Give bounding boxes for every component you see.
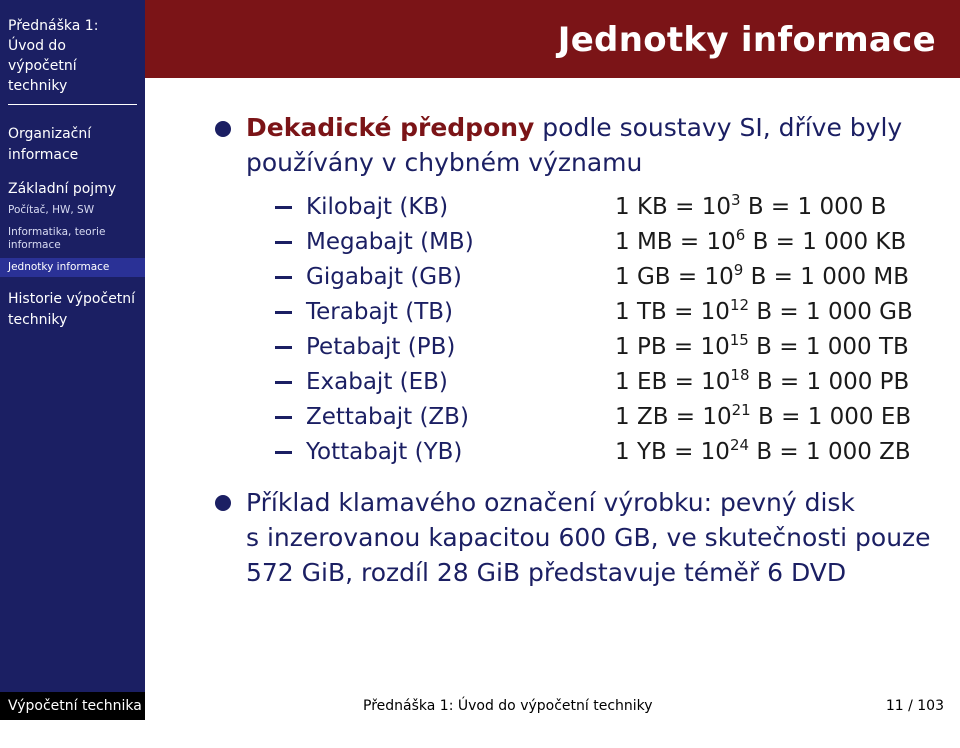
- lecture-title-line: techniky: [8, 78, 68, 94]
- footer-right-area: [145, 692, 960, 720]
- slide-header: [145, 0, 960, 78]
- equation-rhs: B = 1 000 MB: [743, 264, 910, 290]
- slide-title: Jednotky informace: [557, 20, 936, 60]
- list-item: [275, 434, 915, 470]
- unit-name: Petabajt (PB): [306, 334, 456, 360]
- equation-lhs: 1 KB = 10: [615, 194, 731, 220]
- unit-equation: [615, 399, 911, 435]
- list-item: [275, 294, 915, 330]
- unit-equation: [615, 434, 911, 470]
- equation-lhs: 1 MB = 10: [615, 229, 736, 255]
- unit-name: Gigabajt (GB): [306, 264, 462, 290]
- equation-exponent: 12: [729, 296, 750, 314]
- sidebar-item-organizacni-informace[interactable]: Organizační informace: [8, 126, 92, 163]
- dash-icon: [275, 311, 292, 314]
- list-item: [275, 329, 915, 365]
- dash-icon: [275, 451, 292, 454]
- sidebar-section-list: [8, 124, 142, 344]
- dash-icon: [275, 381, 292, 384]
- unit-name: Terabajt (TB): [306, 299, 454, 325]
- dash-icon: [275, 241, 292, 244]
- list-item: [275, 189, 915, 225]
- equation-rhs: B = 1 000 PB: [749, 369, 910, 395]
- unit-name: Kilobajt (KB): [306, 194, 449, 220]
- equation-rhs: B = 1 000 ZB: [749, 439, 911, 465]
- bullet-text-line: Příklad klamavého označení výrobku: pevný disk: [246, 488, 855, 517]
- dash-icon: [275, 206, 292, 209]
- equation-lhs: 1 PB = 10: [615, 334, 730, 360]
- equation-exponent: 24: [729, 436, 750, 454]
- unit-name: Exabajt (EB): [306, 369, 448, 395]
- equation-rhs: B = 1 000 B: [740, 194, 887, 220]
- unit-name: Zettabajt (ZB): [306, 404, 469, 430]
- equation-lhs: 1 TB = 10: [615, 299, 730, 325]
- bullet-text-line: s inzerovanou kapacitou 600 GB, ve skutečnosti pouze: [246, 523, 931, 552]
- equation-exponent: 6: [735, 226, 746, 244]
- footer-course-name[interactable]: Výpočetní technika I: [0, 692, 145, 720]
- list-item: [275, 399, 915, 435]
- bullet-si-prefixes: [246, 110, 902, 180]
- equation-rhs: B = 1 000 GB: [749, 299, 913, 325]
- equation-lhs: 1 ZB = 10: [615, 404, 732, 430]
- bullet-icon: [215, 121, 231, 137]
- sidebar-subsection-list: [8, 204, 142, 277]
- list-item: [275, 364, 915, 400]
- page-number: 11 / 103: [885, 698, 944, 714]
- bullet-misleading-example: [246, 485, 931, 590]
- equation-lhs: 1 EB = 10: [615, 369, 731, 395]
- bullet-text-line: 572 GiB, rozdíl 28 GiB představuje téměř 6 DVD: [246, 558, 847, 587]
- equation-lhs: 1 YB = 10: [615, 439, 730, 465]
- equation-rhs: B = 1 000 TB: [748, 334, 909, 360]
- list-item: [275, 259, 915, 295]
- unit-equation: [615, 329, 909, 365]
- slide-content: [145, 78, 960, 692]
- slide-footer: [0, 692, 960, 742]
- sidebar-subitem-jednotky-informace[interactable]: Jednotky informace: [0, 258, 145, 277]
- highlight-term: Dekadické předpony: [246, 113, 535, 142]
- equation-exponent: 9: [733, 261, 744, 279]
- lecture-title-line: Úvod do výpočetní: [8, 38, 77, 74]
- sidebar-item-historie-vypocetni-techniky[interactable]: Historie výpočetní techniky: [8, 291, 136, 328]
- sidebar-item-zakladni-pojmy[interactable]: Základní pojmy: [8, 181, 117, 197]
- footer-lecture-name[interactable]: Přednáška 1: Úvod do výpočetní techniky: [363, 698, 653, 714]
- unit-equation: [615, 189, 886, 225]
- dash-icon: [275, 416, 292, 419]
- unit-equation: [615, 224, 906, 260]
- equation-exponent: 3: [730, 191, 741, 209]
- dash-icon: [275, 346, 292, 349]
- unit-equation: [615, 364, 909, 400]
- unit-equation: [615, 259, 909, 295]
- bullet-icon: [215, 495, 231, 511]
- sidebar-navigation: [0, 0, 145, 692]
- lecture-title-line: Přednáška 1:: [8, 18, 99, 34]
- equation-exponent: 21: [731, 401, 751, 419]
- equation-rhs: B = 1 000 EB: [750, 404, 912, 430]
- unit-equation: [615, 294, 913, 330]
- equation-lhs: 1 GB = 10: [615, 264, 734, 290]
- equation-rhs: B = 1 000 KB: [745, 229, 907, 255]
- unit-name: Yottabajt (YB): [306, 439, 463, 465]
- sidebar-subitem-informatika[interactable]: Informatika, teorie informace: [8, 226, 106, 251]
- sidebar-lecture-title[interactable]: [0, 0, 145, 96]
- sidebar-divider: [8, 104, 137, 105]
- equation-exponent: 18: [730, 366, 750, 384]
- bullet-text-line2: používány v chybném významu: [246, 148, 643, 177]
- unit-name: Megabajt (MB): [306, 229, 474, 255]
- bullet-text-rest: podle soustavy SI, dříve byly: [534, 113, 903, 142]
- list-item: [275, 224, 915, 260]
- sidebar-subitem-pocitac-hw-sw[interactable]: Počítač, HW, SW: [8, 204, 95, 216]
- equation-exponent: 15: [729, 331, 749, 349]
- dash-icon: [275, 276, 292, 279]
